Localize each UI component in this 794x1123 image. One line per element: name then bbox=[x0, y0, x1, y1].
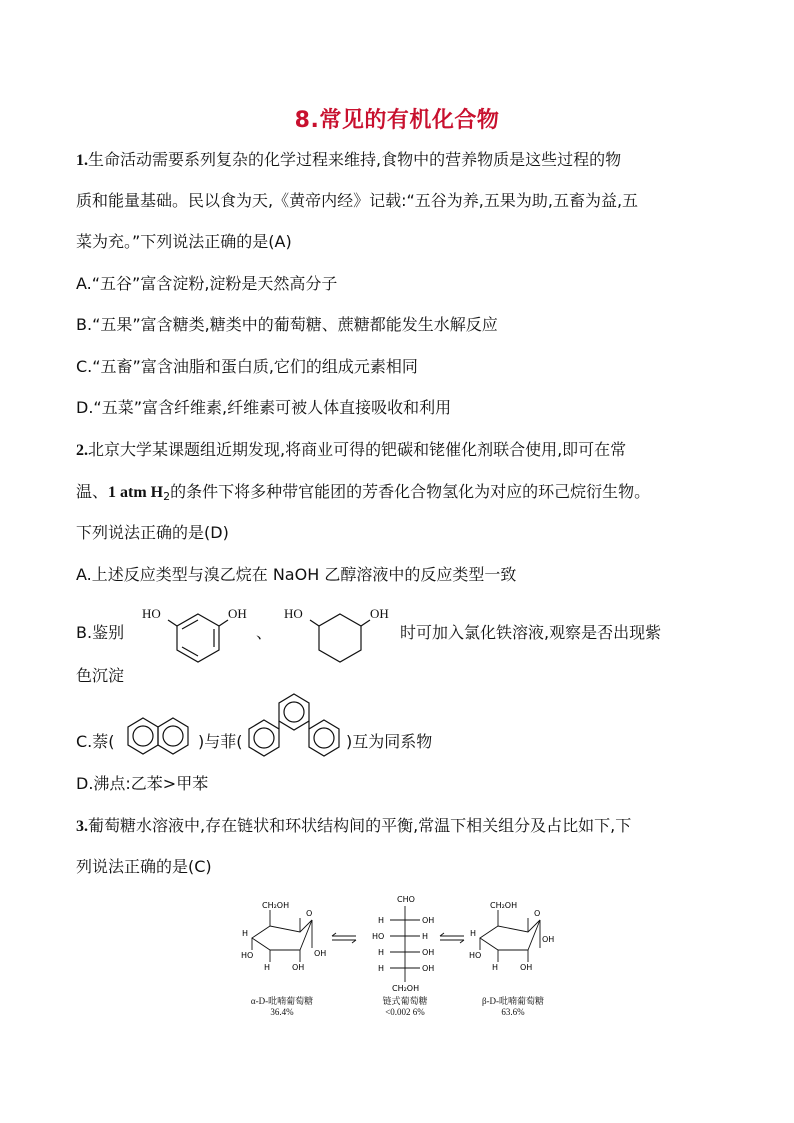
chain-ch2oh-label: CH₂OH bbox=[392, 984, 420, 993]
chain-percent: <0.002 6% bbox=[385, 1007, 425, 1017]
resorcinol-oh-label: OH bbox=[228, 606, 247, 621]
q2-condition: 1 atm H bbox=[108, 484, 164, 501]
beta-ho-label: HO bbox=[469, 951, 482, 960]
q2-option-b-cont: 色沉淀 bbox=[76, 666, 125, 685]
chain-cho-label: CHO bbox=[397, 895, 415, 904]
q2-option-b-post: 时可加入氯化铁溶液,观察是否出现紫 bbox=[400, 623, 662, 642]
q2-line-1 bbox=[76, 440, 626, 461]
q2-option-b-pre: B.鉴别 bbox=[76, 623, 125, 642]
q1-option-c: C.“五畜”富含油脂和蛋白质,它们的组成元素相同 bbox=[76, 357, 418, 376]
phenanthrene-structure bbox=[246, 690, 346, 760]
q2-stem-1: 北京大学某课题组近期发现,将商业可得的钯碳和铑催化剂联合使用,即可在常 bbox=[88, 440, 627, 459]
beta-caption bbox=[468, 996, 558, 1018]
q2-stem-2b: 的条件下将多种带官能团的芳香化合物氢化为对应的环己烷衍生物。 bbox=[170, 482, 651, 501]
alpha-caption bbox=[237, 996, 327, 1018]
chain-name: 链式葡萄糖 bbox=[382, 996, 428, 1006]
naphthalene-structure bbox=[124, 710, 196, 760]
q2-subscript: 2 bbox=[163, 490, 171, 503]
alpha-oh2-label: OH bbox=[314, 949, 327, 958]
alpha-ring bbox=[252, 920, 312, 950]
beta-h-label: H bbox=[470, 929, 477, 938]
cyclohexanediol-oh-label: OH bbox=[370, 606, 389, 621]
cyclohexanediol-ho-label: HO bbox=[284, 606, 303, 621]
chain-h2-label: H bbox=[422, 932, 429, 941]
q2-option-c-mid: )与菲( bbox=[198, 732, 243, 751]
chain-oh2-label: OH bbox=[422, 948, 435, 957]
q2-option-d: D.沸点:乙苯>甲苯 bbox=[76, 774, 209, 793]
q2-line-3: 下列说法正确的是(D) bbox=[76, 523, 229, 542]
glucose-equilibrium-diagram bbox=[240, 890, 560, 1025]
page-title: 8.常见的有机化合物 bbox=[294, 108, 500, 133]
cyclohexanediol-structure bbox=[282, 600, 397, 662]
q2-number: 2. bbox=[76, 442, 88, 459]
q1-option-d: D.“五菜”富含纤维素,纤维素可被人体直接吸收和利用 bbox=[76, 398, 452, 417]
q2-option-c-post: )互为同系物 bbox=[346, 732, 433, 751]
q1-line-1 bbox=[76, 150, 621, 171]
chain-oh3-label: OH bbox=[422, 964, 435, 973]
q2-option-c-pre: C.萘( bbox=[76, 732, 115, 751]
beta-h2-label: H bbox=[492, 963, 499, 972]
resorcinol-ho-label: HO bbox=[142, 606, 161, 621]
alpha-ch2oh-label: CH₂OH bbox=[262, 901, 290, 910]
beta-name: β-D-吡喃葡萄糖 bbox=[481, 996, 545, 1006]
q1-number: 1. bbox=[76, 152, 88, 169]
alpha-oh-label: OH bbox=[292, 963, 305, 972]
alpha-ho-label: HO bbox=[241, 951, 254, 960]
q2-option-b-sep: 、 bbox=[256, 623, 273, 642]
q1-stem-1: 生命活动需要系列复杂的化学过程来维持,食物中的营养物质是这些过程的物 bbox=[88, 150, 622, 169]
alpha-percent: 36.4% bbox=[270, 1007, 294, 1017]
q2-option-a: A.上述反应类型与溴乙烷在 NaOH 乙醇溶液中的反应类型一致 bbox=[76, 565, 517, 584]
beta-o-label: O bbox=[534, 909, 541, 918]
q3-line-1 bbox=[76, 816, 631, 837]
q2-stem-2a: 温、 bbox=[76, 482, 109, 501]
beta-oh2-label: OH bbox=[542, 935, 555, 944]
chain-h1-label: H bbox=[378, 916, 385, 925]
beta-ch2oh-label: CH₂OH bbox=[490, 901, 518, 910]
q1-option-a: A.“五谷”富含淀粉,淀粉是天然高分子 bbox=[76, 274, 338, 293]
alpha-h-label: H bbox=[242, 929, 249, 938]
chain-ho-label: HO bbox=[372, 932, 385, 941]
beta-oh-label: OH bbox=[520, 963, 533, 972]
chain-h3-label: H bbox=[378, 948, 385, 957]
beta-percent: 63.6% bbox=[501, 1007, 525, 1017]
alpha-o-label: O bbox=[306, 909, 313, 918]
q1-option-b: B.“五果”富含糖类,糖类中的葡萄糖、蔗糖都能发生水解反应 bbox=[76, 315, 498, 334]
chain-caption bbox=[360, 996, 450, 1018]
chain-oh1-label: OH bbox=[422, 916, 435, 925]
q1-line-2: 质和能量基础。民以食为天,《黄帝内经》记载:“五谷为养,五果为助,五畜为益,五 bbox=[76, 191, 639, 210]
q1-line-3: 菜为充。”下列说法正确的是(A) bbox=[76, 232, 292, 251]
q3-line-2: 列说法正确的是(C) bbox=[76, 857, 212, 876]
chain-h4-label: H bbox=[378, 964, 385, 973]
alpha-name: α-D-吡喃葡萄糖 bbox=[250, 996, 314, 1006]
q3-number: 3. bbox=[76, 818, 88, 835]
q3-stem-1: 葡萄糖水溶液中,存在链状和环状结构间的平衡,常温下相关组分及占比如下,下 bbox=[88, 816, 632, 835]
resorcinol-structure bbox=[140, 600, 255, 662]
q2-line-2 bbox=[76, 482, 650, 507]
alpha-h2-label: H bbox=[264, 963, 271, 972]
